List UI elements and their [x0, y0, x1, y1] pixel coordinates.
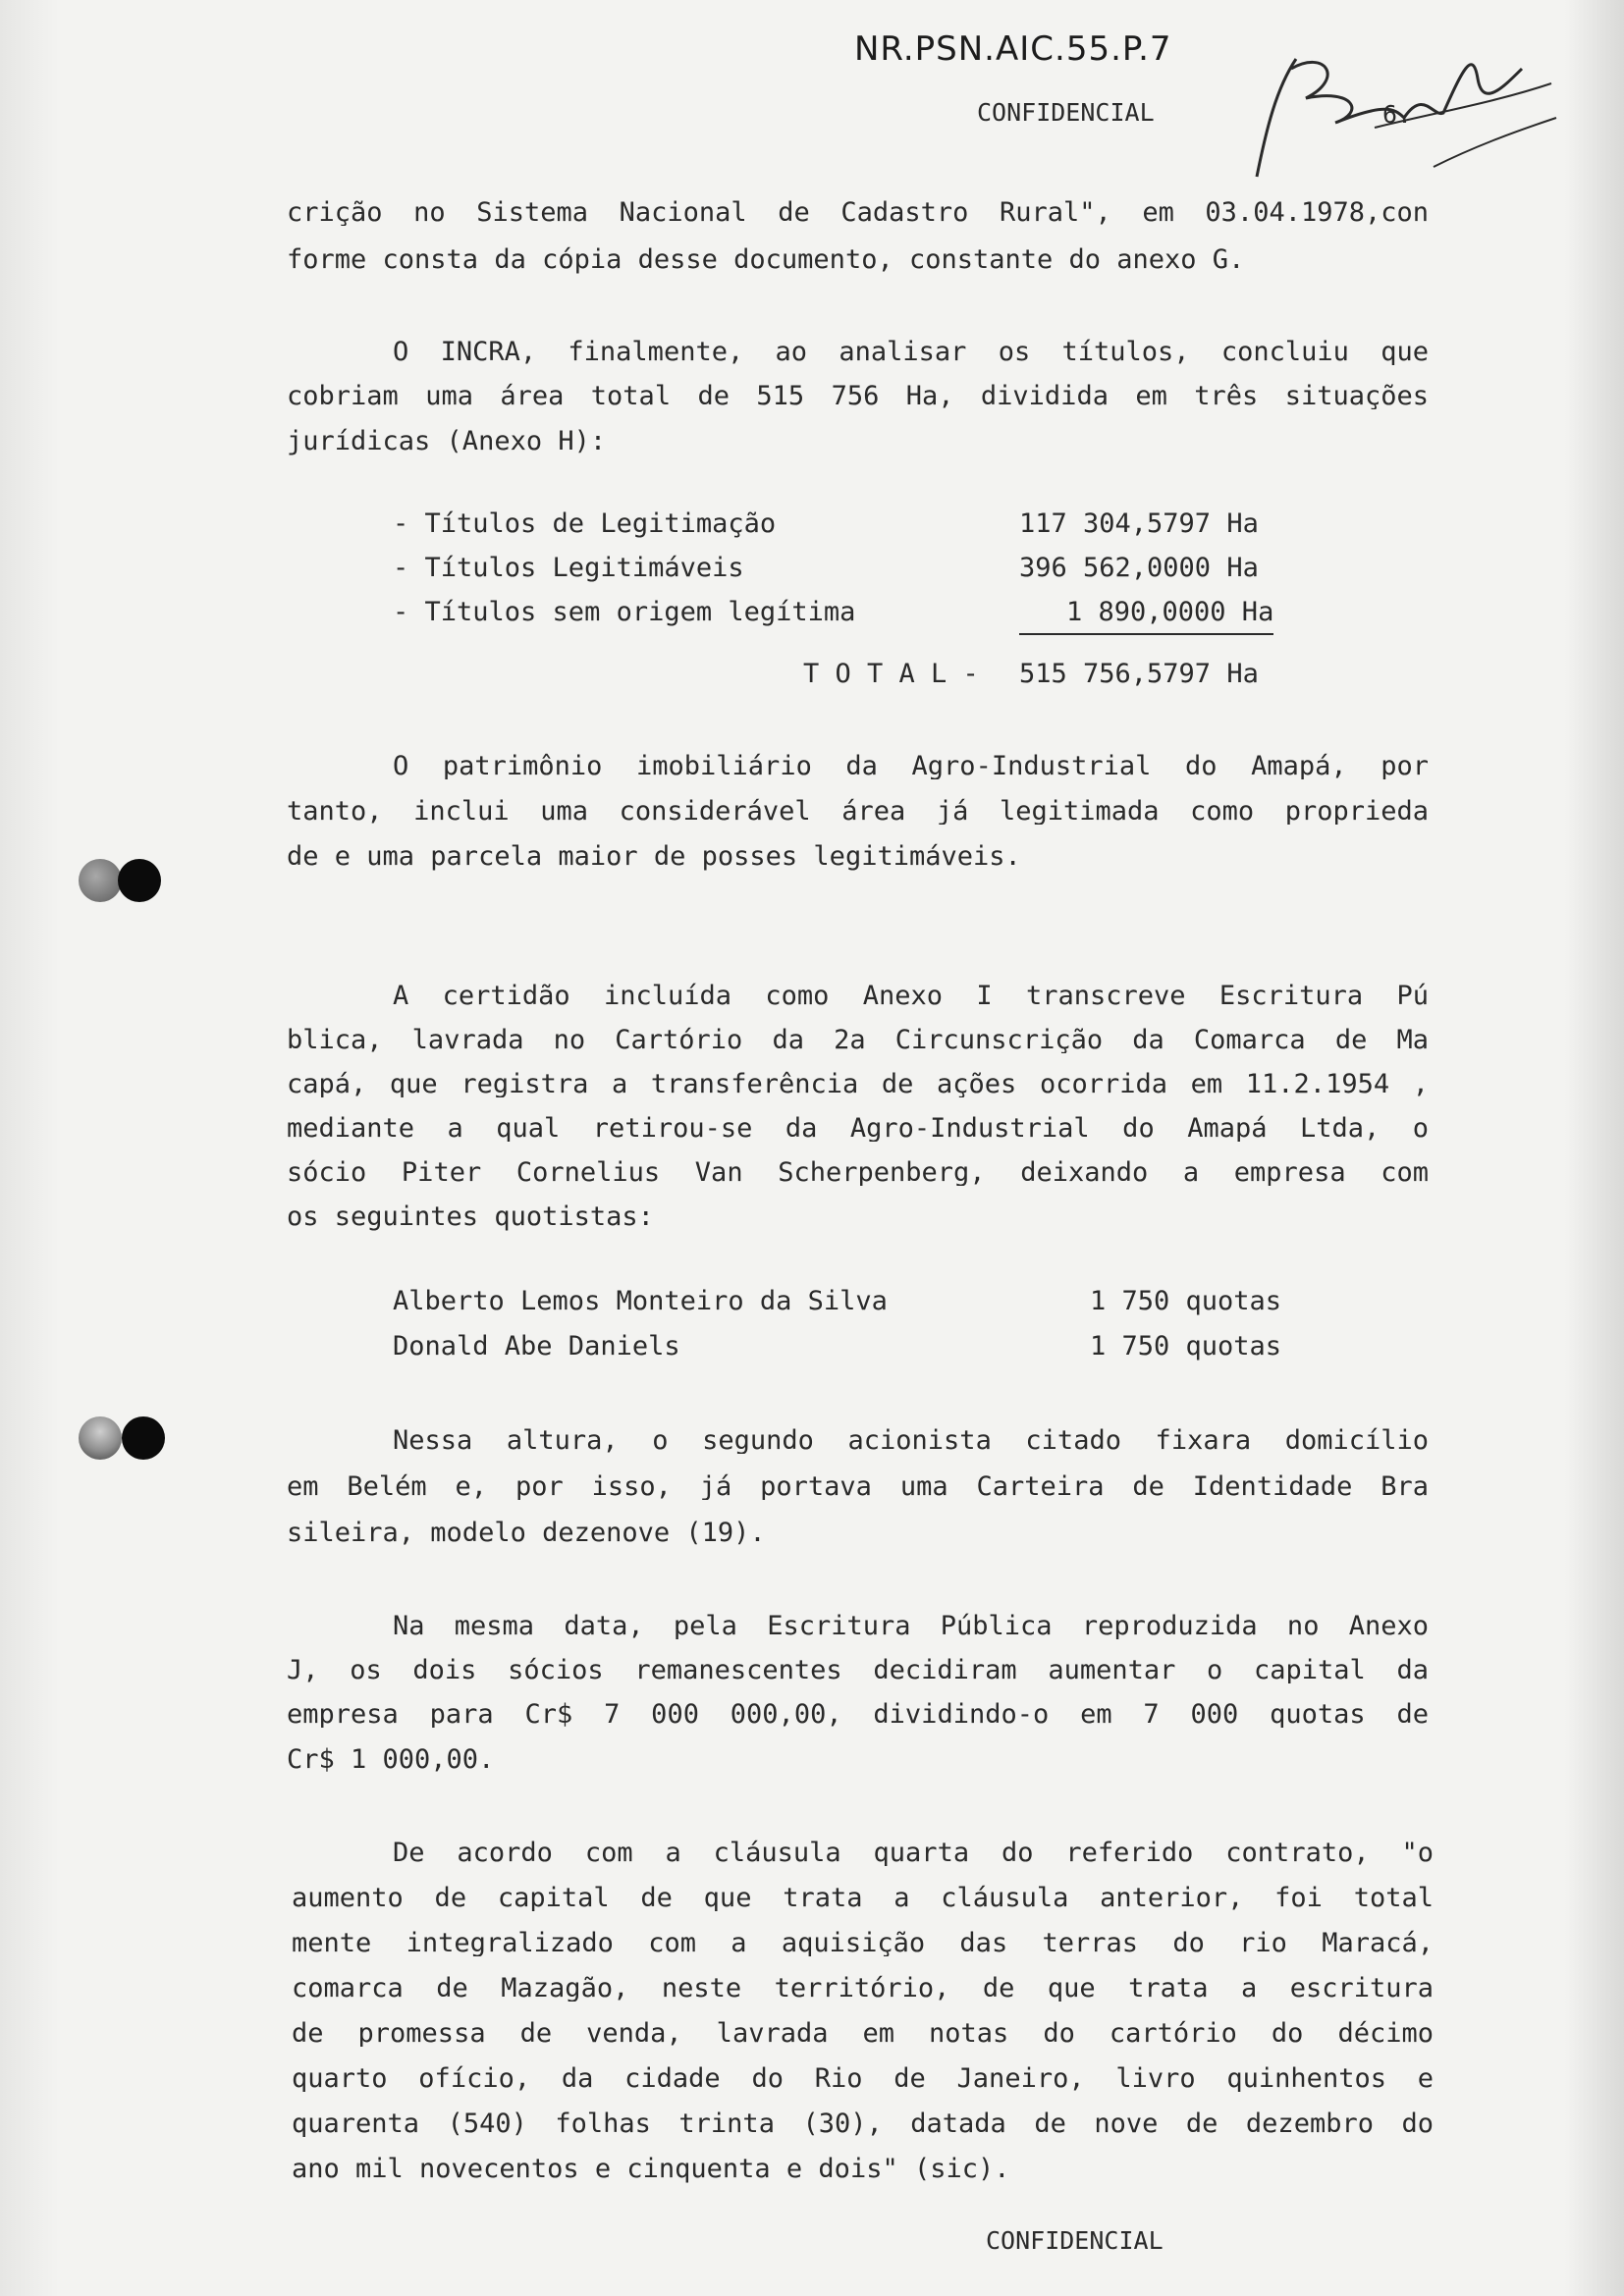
- text-line: comarca de Mazagão, neste território, de que trata a escritura: [292, 1975, 1434, 2002]
- text-line: aumento de capital de que trata a cláusula anterior, foi total: [292, 1885, 1434, 1911]
- text-line: blica, lavrada no Cartório da 2a Circunscrição da Comarca de Ma: [287, 1027, 1429, 1053]
- text-line: O INCRA, finalmente, ao analisar os títulos, concluiu que: [393, 339, 1429, 365]
- text-line: forme consta da cópia desse documento, constante do anexo G.: [287, 244, 1245, 275]
- text-line: A certidão incluída como Anexo I transcreve Escritura Pú: [393, 983, 1429, 1009]
- text-line: ano mil novecentos e cinquenta e dois" (sic).: [292, 2154, 1010, 2184]
- text-line: crição no Sistema Nacional de Cadastro Rural", em 03.04.1978,con: [287, 199, 1429, 226]
- text-line: capá, que registra a transferência de ações ocorrida em 11.2.1954 ,: [287, 1071, 1429, 1097]
- header-classification: CONFIDENCIAL: [977, 98, 1155, 127]
- text-line: mediante a qual retirou-se da Agro-Industrial do Amapá Ltda, o: [287, 1115, 1429, 1142]
- punch-hole-icon: [118, 859, 161, 902]
- page-number: 6.: [1382, 100, 1413, 129]
- shareholder-name: Alberto Lemos Monteiro da Silva: [393, 1286, 888, 1316]
- text-line: J, os dois sócios remanescentes decidiram aumentar o capital da: [287, 1657, 1429, 1683]
- text-line: sócio Piter Cornelius Van Scherpenberg, deixando a empresa com: [287, 1159, 1429, 1186]
- text-line: Cr$ 1 000,00.: [287, 1744, 495, 1775]
- title-value: 117 304,5797 Ha: [1019, 508, 1259, 539]
- text-line: Na mesma data, pela Escritura Pública reproduzida no Anexo: [393, 1613, 1429, 1639]
- shareholder-quotas: 1 750 quotas: [1090, 1331, 1282, 1362]
- title-value: 396 562,0000 Ha: [1019, 553, 1259, 583]
- text-line: de promessa de venda, lavrada em notas do cartório do décimo: [292, 2020, 1434, 2047]
- text-line: Nessa altura, o segundo acionista citado fixara domicílio: [393, 1427, 1429, 1454]
- text-line: quarenta (540) folhas trinta (30), datada de nove de dezembro do: [292, 2110, 1434, 2137]
- shareholder-name: Donald Abe Daniels: [393, 1331, 680, 1362]
- scan-shadow-right: [1565, 0, 1624, 2296]
- text-line: cobriam uma área total de 515 756 Ha, dividida em três situações: [287, 383, 1429, 409]
- title-label: - Títulos sem origem legítima: [393, 597, 856, 627]
- text-line: De acordo com a cláusula quarta do referido contrato, "o: [393, 1840, 1434, 1866]
- text-line: tanto, inclui uma considerável área já legitimada como proprieda: [287, 798, 1429, 825]
- text-line: quarto ofício, da cidade do Rio de Janeiro, livro quinhentos e: [292, 2065, 1434, 2092]
- handwritten-signature: [1237, 29, 1561, 187]
- shareholder-quotas: 1 750 quotas: [1090, 1286, 1282, 1316]
- scan-shadow-left: [0, 0, 59, 2296]
- punch-hole-icon: [122, 1416, 165, 1460]
- title-label: - Títulos Legitimáveis: [393, 553, 744, 583]
- text-line: jurídicas (Anexo H):: [287, 426, 607, 456]
- total-label: T O T A L -: [803, 659, 979, 689]
- footer-classification: CONFIDENCIAL: [986, 2226, 1164, 2255]
- text-line: em Belém e, por isso, já portava uma Carteira de Identidade Bra: [287, 1473, 1429, 1500]
- text-line: O patrimônio imobiliário da Agro-Industrial do Amapá, por: [393, 753, 1429, 779]
- text-line: de e uma parcela maior de posses legitimáveis.: [287, 841, 1021, 872]
- text-line: sileira, modelo dezenove (19).: [287, 1518, 766, 1548]
- text-line: empresa para Cr$ 7 000 000,00, dividindo-o em 7 000 quotas de: [287, 1701, 1429, 1728]
- total-value: 515 756,5797 Ha: [1019, 659, 1259, 689]
- text-line: os seguintes quotistas:: [287, 1201, 654, 1232]
- text-line: mente integralizado com a aquisição das terras do rio Maracá,: [292, 1930, 1434, 1956]
- punch-hole-icon: [79, 859, 122, 902]
- title-value: 1 890,0000 Ha: [1019, 597, 1273, 635]
- archive-reference: NR.PSN.AIC.55.P.7: [854, 29, 1172, 69]
- title-label: - Títulos de Legitimação: [393, 508, 777, 539]
- punch-hole-icon: [79, 1416, 122, 1460]
